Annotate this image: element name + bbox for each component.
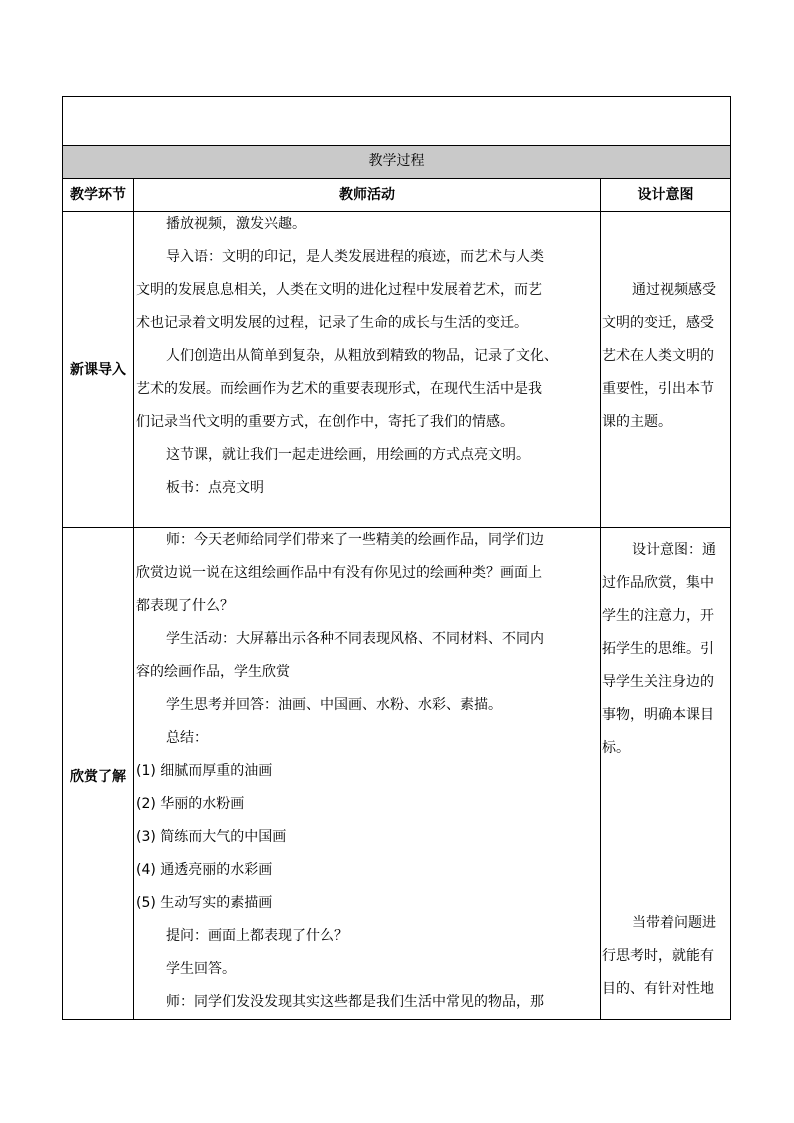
text-line: 拓学生的思维。引 [602, 641, 714, 657]
text-line: 这节课，就让我们一起走进绘画，用绘画的方式点亮文明。 [166, 447, 530, 463]
text-line: 播放视频，激发兴趣。 [166, 216, 306, 232]
text-line: 学生活动：大屏幕出示各种不同表现风格、不同材料、不同内 [166, 631, 544, 647]
list-item: (4) 通透亮丽的水彩画 [136, 862, 273, 878]
text-line: 容的绘画作品，学生欣赏 [136, 664, 290, 680]
row-divider [62, 145, 731, 146]
table-border-right [730, 96, 731, 1020]
text-line: 人们创造出从简单到复杂，从粗放到精致的物品，记录了文化、 [166, 348, 558, 364]
row-divider [62, 211, 731, 212]
text-line: 课的主题。 [602, 414, 672, 430]
text-line: 设计意图：通 [632, 542, 716, 558]
table-border-left [62, 96, 63, 1020]
header-intent: 设计意图 [637, 187, 694, 203]
text-line: 导入语：文明的印记，是人类发展进程的痕迹，而艺术与人类 [166, 249, 544, 265]
text-line: 提问：画面上都表现了什么？ [166, 928, 348, 944]
text-line: 们记录当代文明的重要方式，在创作中，寄托了我们的情感。 [136, 414, 514, 430]
text-line: 欣赏边说一说在这组绘画作品中有没有你见过的绘画种类？画面上 [136, 565, 542, 581]
list-item: (5) 生动写实的素描画 [136, 895, 273, 911]
text-line: 行思考时，就能有 [602, 948, 714, 964]
stage-label: 新课导入 [70, 362, 126, 378]
text-line: 过作品欣赏，集中 [602, 575, 714, 591]
text-line: 重要性，引出本节 [602, 381, 714, 397]
text-line: 文明的变迁，感受 [602, 315, 714, 331]
text-line: 目的、有针对性地 [602, 981, 714, 997]
text-line: 师：今天老师给同学们带来了一些精美的绘画作品，同学们边 [166, 532, 544, 548]
column-divider [133, 178, 134, 1020]
list-item: (3) 简练而大气的中国画 [136, 829, 287, 845]
row-divider [62, 178, 731, 179]
text-line: 学生思考并回答：油画、中国画、水粉、水彩、素描。 [166, 697, 502, 713]
row-divider [62, 527, 731, 528]
text-line: 艺术在人类文明的 [602, 348, 714, 364]
text-line: 学生回答。 [166, 961, 236, 977]
section-title: 教学过程 [368, 153, 425, 169]
header-stage: 教学环节 [70, 187, 126, 203]
table-border-top [62, 96, 731, 97]
text-line: 术也记录着文明发展的过程，记录了生命的成长与生活的变迁。 [136, 315, 528, 331]
stage-label: 欣赏了解 [70, 769, 126, 785]
text-line: 文明的发展息息相关，人类在文明的进化过程中发展着艺术，而艺 [136, 282, 542, 298]
text-line: 都表现了什么？ [136, 598, 234, 614]
text-line: 当带着问题进 [632, 915, 716, 931]
list-item: (1) 细腻而厚重的油画 [136, 763, 273, 779]
text-line: 总结： [166, 730, 208, 746]
text-line: 导学生关注身边的 [602, 674, 714, 690]
text-line: 学生的注意力，开 [602, 608, 714, 624]
text-line: 通过视频感受 [632, 282, 716, 298]
text-line: 师：同学们发没发现其实这些都是我们生活中常见的物品，那 [166, 994, 544, 1010]
list-item: (2) 华丽的水粉画 [136, 796, 245, 812]
table-border-bottom [62, 1019, 731, 1020]
header-activity: 教师活动 [339, 187, 395, 203]
text-line: 艺术的发展。而绘画作为艺术的重要表现形式，在现代生活中是我 [136, 381, 542, 397]
text-line: 标。 [602, 740, 630, 756]
text-line: 事物，明确本课目 [602, 707, 714, 723]
text-line: 板书：点亮文明 [166, 480, 264, 496]
lesson-table [62, 96, 730, 1020]
column-divider [600, 178, 601, 1020]
